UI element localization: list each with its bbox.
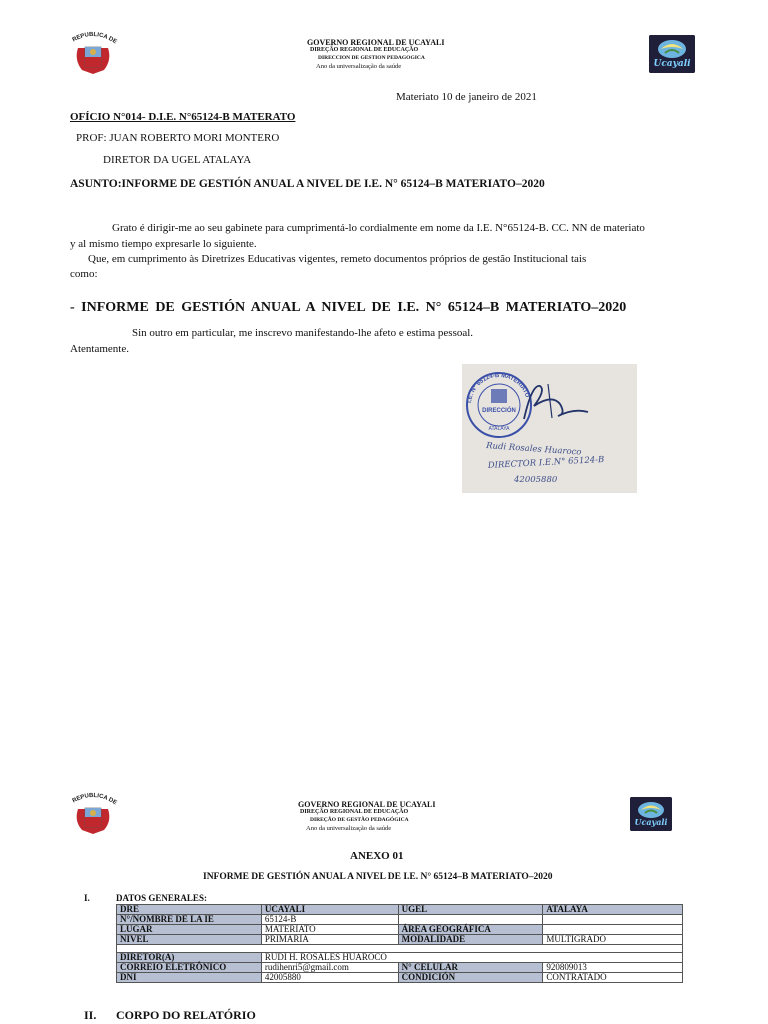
table-cell-label: CORREIO ELETRÔNICO	[117, 963, 262, 973]
paragraph-1-line-2: y al mismo tiempo expresarle lo siguiente.	[70, 238, 257, 250]
table-cell-label: N°/NOMBRE DE LA IE	[117, 915, 262, 925]
recipient-prof: PROF: JUAN ROBERTO MORI MONTERO	[76, 132, 280, 144]
datos-generales-table	[116, 904, 683, 983]
header-dir-2: DIREÇÃO REGIONAL DE EDUCAÇÃO	[300, 809, 409, 815]
table-cell-label: ÁREA GEOGRÁFICA	[398, 925, 543, 935]
stamp-ring-text: I.E. N° 65124-B MATERIATO	[467, 372, 530, 404]
svg-text:REPUBLICA DEL PERU: REPUBLICA DE	[71, 792, 118, 807]
paragraph-1-line-1: Grato é dirigir-me ao seu gabinete para cumprimentá-lo cordialmente em nome da I.E. N°65124-B. CC. NN de materiato	[112, 222, 645, 234]
svg-text:REPUBLICA DEL PERU: REPUBLICA DE	[71, 31, 118, 46]
table-cell-value: CONTRATADO	[543, 973, 683, 983]
table-cell-value: MULTIGRADO	[543, 935, 683, 945]
stamp-signature-photo	[462, 364, 637, 493]
table-row	[117, 953, 683, 963]
ucayali-logo-2	[630, 797, 672, 831]
table-cell-value: UCAYALI	[261, 905, 398, 915]
section-1-number: I.	[84, 893, 90, 903]
closing-line: Sin outro em particular, me inscrevo manifestando-lhe afeto e estima pessoal.	[132, 327, 474, 339]
stamp-bottom-text: ATALAYA	[488, 426, 510, 432]
table-cell-label: DNI	[117, 973, 262, 983]
signature-name: Rudi Rosales Huaroco	[485, 441, 582, 458]
section-2-number: II.	[84, 1008, 97, 1022]
header-dir: DIREÇÃO REGIONAL DE EDUCAÇÃO	[310, 47, 419, 53]
signature-dni: 42005880	[514, 475, 558, 485]
table-cell-empty	[543, 925, 683, 935]
table-cell-value: 65124-B	[261, 915, 398, 925]
paragraph-2-line-1: Que, em cumprimento às Diretrizes Educativas vigentes, remeto documentos próprios de gestão Institucional tais	[88, 253, 587, 265]
informe-title: INFORME DE GESTIÓN ANUAL A NIVEL DE I.E. N° 65124–B MATERIATO–2020	[203, 872, 553, 882]
bullet-informe: - INFORME DE GESTIÓN ANUAL A NIVEL DE I.E. N° 65124–B MATERIATO–2020	[70, 300, 627, 315]
stamp-center-text: DIRECCIÓN	[482, 408, 516, 414]
table-cell-label: DIRETOR(A)	[117, 953, 262, 963]
atentamente: Atentamente.	[70, 343, 129, 355]
ucayali-logo-text-2: Ucayali	[634, 817, 668, 827]
table-cell-value: 42005880	[261, 973, 398, 983]
anexo-title: ANEXO 01	[350, 850, 404, 862]
table-cell-value: ATALAYA	[543, 905, 683, 915]
paragraph-2-line-2: como:	[70, 268, 98, 280]
asunto-line: ASUNTO:INFORME DE GESTIÓN ANUAL A NIVEL DE I.E. N° 65124–B MATERIATO–2020	[70, 178, 545, 190]
header-gov-2: GOVERNO REGIONAL DE UCAYALI	[298, 800, 436, 809]
table-cell-empty	[398, 915, 543, 925]
table-cell-label: DRE	[117, 905, 262, 915]
table-cell-label: NIVEL	[117, 935, 262, 945]
table-spacer-cell	[117, 945, 683, 953]
table-row	[117, 963, 683, 973]
ucayali-logo-text: Ucayali	[653, 59, 691, 69]
table-row	[117, 915, 683, 925]
table-row	[117, 905, 683, 915]
peru-coat-of-arms-logo-2	[66, 792, 120, 838]
table-cell-label: MODALIDADE	[398, 935, 543, 945]
ucayali-logo	[649, 35, 695, 73]
table-row	[117, 935, 683, 945]
letter-date: Materiato 10 de janeiro de 2021	[396, 91, 537, 103]
table-row	[117, 925, 683, 935]
table-cell-value: rudihenri5@gmail.com	[261, 963, 398, 973]
table-cell-value: RUDI H. ROSALES HUAROCO	[261, 953, 682, 963]
table-row	[117, 973, 683, 983]
header-gest-2: DIREÇÃO DE GESTÃO PEDAGÓGICA	[310, 817, 409, 823]
recipient-title: DIRETOR DA UGEL ATALAYA	[103, 154, 252, 166]
section-2-title: CORPO DO RELATÓRIO	[116, 1008, 256, 1022]
header-ano: Ano da universalização da saúde	[316, 63, 402, 70]
peru-coat-of-arms-logo	[66, 30, 120, 78]
table-cell-label: LUGAR	[117, 925, 262, 935]
table-cell-empty	[543, 915, 683, 925]
table-cell-label: UGEL	[398, 905, 543, 915]
header-gest: DIRECCION DE GESTION PEDAGOGICA	[318, 55, 425, 61]
oficio-number: OFÍCIO N°014- D.I.E. N°65124-B MATERATO	[70, 111, 296, 123]
header-gov: GOVERNO REGIONAL DE UCAYALI	[307, 38, 445, 47]
header-ano-2: Ano da universalização da saúde	[306, 825, 392, 832]
table-cell-label: CONDICIÓN	[398, 973, 543, 983]
table-cell-label: N° CELULAR	[398, 963, 543, 973]
table-spacer-row	[117, 945, 683, 953]
table-cell-value: 920809013	[543, 963, 683, 973]
table-cell-value: MATERIATO	[261, 925, 398, 935]
table-cell-value: PRIMARIA	[261, 935, 398, 945]
section-1-title: DATOS GENERALES:	[116, 893, 207, 903]
signature-role: DIRECTOR I.E.N° 65124-B	[487, 454, 605, 471]
